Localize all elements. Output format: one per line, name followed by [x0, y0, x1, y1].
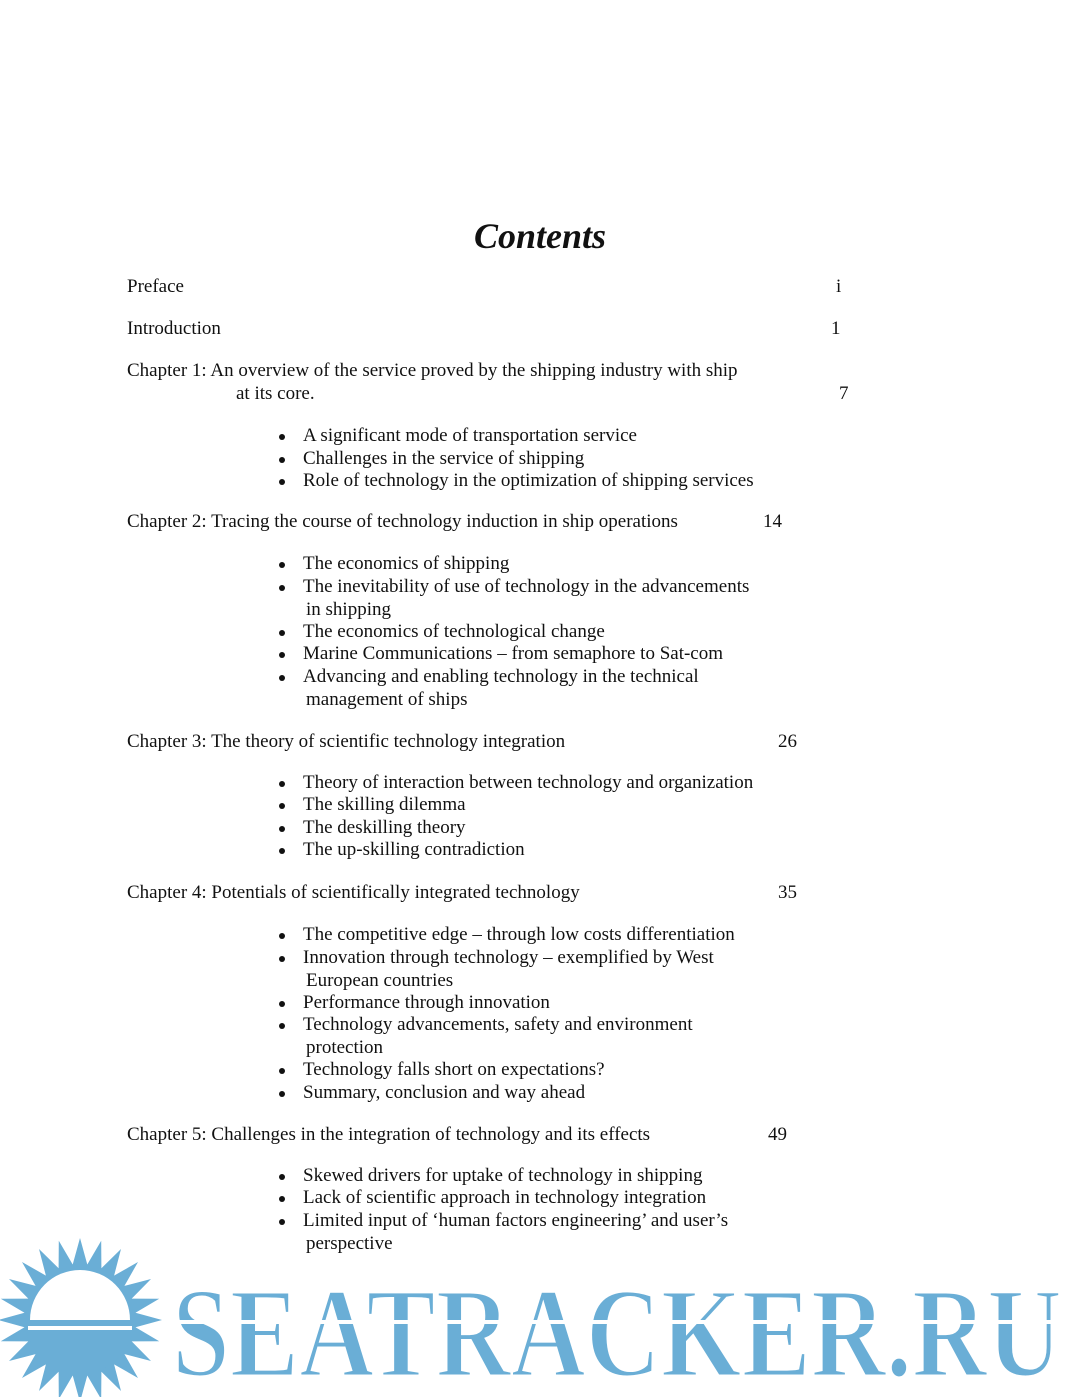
toc-page-chapter-3: 26 [778, 731, 797, 752]
toc-page-preface: i [836, 276, 842, 297]
toc-entry-chapter-5: Chapter 5: Challenges in the integration of technology and its effects [127, 1124, 651, 1145]
toc-entry-chapter-4: Chapter 4: Potentials of scientifically integrated technology [127, 882, 580, 903]
toc-page-introduction: 1 [831, 318, 841, 339]
list-item: Technology falls short on expectations? [303, 1059, 605, 1080]
list-item: Theory of interaction between technology and organization [303, 772, 754, 793]
list-item: The economics of technological change [303, 621, 605, 642]
list-item: A significant mode of transportation service [303, 425, 637, 446]
list-item: The skilling dilemma [303, 794, 466, 815]
toc-entry-chapter-1-continued: at its core. [236, 383, 315, 404]
list-item: Innovation through technology – exemplified by West European countries [303, 947, 714, 991]
list-item: Challenges in the service of shipping [303, 448, 585, 469]
toc-page-chapter-2: 14 [763, 511, 782, 532]
list-item: Lack of scientific approach in technology integration [303, 1187, 707, 1208]
toc-entry-introduction: Introduction [127, 318, 221, 339]
watermark-logo [0, 1238, 1080, 1397]
list-item: The economics of shipping [303, 553, 510, 574]
list-item: Skewed drivers for uptake of technology in shipping [303, 1165, 703, 1186]
page-title: Contents [473, 216, 607, 256]
sun-icon [0, 1238, 162, 1397]
toc-page-chapter-1: 7 [839, 383, 849, 404]
list-item: Summary, conclusion and way ahead [303, 1082, 586, 1103]
list-item: Limited input of ‘human factors engineering’ and user’s perspective [303, 1210, 729, 1254]
list-item: The competitive edge – through low costs differentiation [303, 924, 735, 945]
list-item: The deskilling theory [303, 817, 466, 838]
toc-page-chapter-4: 35 [778, 882, 797, 903]
list-item: Marine Communications – from semaphore to Sat-com [303, 643, 724, 664]
toc-entry-chapter-3: Chapter 3: The theory of scientific technology integration [127, 731, 566, 752]
list-item: Performance through innovation [303, 992, 550, 1013]
list-item: The inevitability of use of technology in the advancements in shipping [303, 576, 750, 620]
toc-page-chapter-5: 49 [768, 1124, 787, 1145]
list-item: The up-skilling contradiction [303, 839, 525, 860]
list-item: Role of technology in the optimization of shipping services [303, 470, 754, 491]
list-item: Technology advancements, safety and environment protection [303, 1014, 693, 1058]
list-item: Advancing and enabling technology in the technical management of ships [303, 666, 699, 710]
toc-entry-chapter-1: Chapter 1: An overview of the service proved by the shipping industry with ship [127, 360, 738, 381]
toc-entry-preface: Preface [127, 276, 184, 297]
toc-entry-chapter-2: Chapter 2: Tracing the course of technology induction in ship operations [127, 511, 678, 532]
watermark-text: SEATRACKER.RU [172, 1262, 1062, 1397]
